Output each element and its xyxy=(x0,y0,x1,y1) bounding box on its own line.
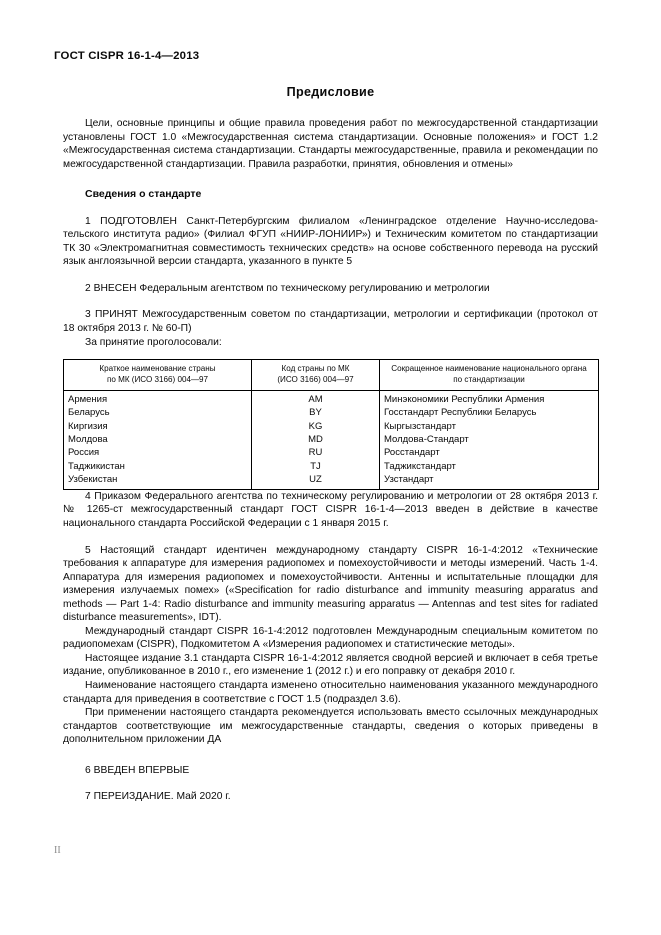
table-row xyxy=(64,420,599,433)
clause-4-enactment-order: 4 Приказом Федерального агентства по техническому регулированию и метрологии от 28 октября 2013 г. № 1265-ст межгосударственный стандарт ГОСТ CISPR 16-1-4—2013 введен в действие в качестве национального стандарта Российской Федерации с 1 января 2015 г. xyxy=(63,490,598,529)
table-row xyxy=(64,473,599,489)
cell-national-body: Узстандарт xyxy=(384,473,434,485)
cell-country-code: UZ xyxy=(252,473,380,489)
cell-country-name: Молдова xyxy=(64,433,252,446)
cell-country-code: MD xyxy=(252,433,380,446)
cell-country-name: Узбекистан xyxy=(64,473,252,489)
page-number: II xyxy=(54,845,61,856)
clause-7-reissue: 7 ПЕРЕИЗДАНИЕ. Май 2020 г. xyxy=(85,791,231,803)
column-header-line: Сокращенное наименование национального органа xyxy=(391,364,587,374)
cell-country-code: AM xyxy=(252,391,380,407)
cell-country-name: Россия xyxy=(64,447,252,460)
vote-intro-text: За принятие проголосовали: xyxy=(85,336,222,348)
clause-5-note-cispr-committee: Международный стандарт CISPR 16-1-4:2012 подготовлен Международным специальным комитетом по радиопомехам (CISPR), Подкомитетом А «Измерения радиопомех и статистические методы». xyxy=(63,625,598,651)
clause-1-prepared-by: 1 ПОДГОТОВЛЕН Санкт-Петербургским филиалом «Ленинградское отделение Научно-исследовательского института радио» (Филиал ФГУП «НИИР-ЛОНИИР») и Техническим комитетом по стандартизации ТК 30 «Электромагнитная совместимость технических средств» на основе собственного перевода на русский язык англоязычной версии стандарта, указанного в пункте 5 xyxy=(63,215,598,268)
foreword-paragraph: Цели, основные принципы и общие правила проведения работ по межгосударственной стандартизации установлены ГОСТ 1.0 «Межгосударственная система стандартизации. Основные положения» и ГОСТ 1.2 «Межгосударственная система стандартизации. Стандарты межгосударственные, правила и рекомендации по межгосударственной стандартизации. Правила разработки, принятия, обновления и отмены» xyxy=(63,118,598,170)
column-header-line: по МК (ИСО 3166) 004—97 xyxy=(106,374,209,384)
clause-5-note-edition: Настоящее издание 3.1 стандарта CISPR 16-1-4:2012 является сводной версией и включает в себя третье издание, опубликованное в 2010 г., его изменение 1 (2012 г.) и его поправку от декабря 2010 г. xyxy=(63,652,598,678)
cell-country-name: Беларусь xyxy=(64,407,252,420)
cell-national-body: Кыргызстандарт xyxy=(384,420,456,432)
column-header-national-body xyxy=(380,360,599,391)
column-header-line: Краткое наименование страны xyxy=(99,364,216,374)
table-row xyxy=(64,460,599,473)
table-header-row xyxy=(64,360,599,391)
clause-5-note-title-change: Наименование настоящего стандарта изменено относительно наименования указанного международного стандарта для приведения в соответствие с ГОСТ 1.5 (подраздел 3.6). xyxy=(63,680,598,705)
cell-country-code: RU xyxy=(252,447,380,460)
voting-countries-table xyxy=(63,359,599,490)
cell-national-body: Молдова-Стандарт xyxy=(384,433,469,445)
voting-countries-table-body xyxy=(64,391,599,490)
cell-national-body: Госстандарт Республики Беларусь xyxy=(384,407,537,419)
column-header-line: (ИСО 3166) 004—97 xyxy=(277,374,354,384)
table-row xyxy=(64,407,599,420)
standard-info-heading: Сведения о стандарте xyxy=(85,188,202,201)
table-row xyxy=(64,433,599,446)
cell-national-body: Таджикстандарт xyxy=(384,460,456,472)
table-row xyxy=(64,447,599,460)
running-header-standard-code: ГОСТ CISPR 16-1-4—2013 xyxy=(54,50,200,62)
clause-3-adopted-by: 3 ПРИНЯТ Межгосударственным советом по стандартизации, метрологии и сертификации (протокол от 18 октября 2013 г. № 60-П) xyxy=(63,309,598,335)
cell-country-code: KG xyxy=(252,420,380,433)
cell-country-name: Армения xyxy=(64,391,252,407)
cell-national-body: Минэкономики Республики Армения xyxy=(384,394,545,406)
cell-national-body: Росстандарт xyxy=(384,447,440,459)
cell-country-code: TJ xyxy=(252,460,380,473)
clause-6-first-introduction: 6 ВВЕДЕН ВПЕРВЫЕ xyxy=(85,764,190,776)
page-title: Предисловие xyxy=(286,85,375,99)
table-row xyxy=(64,391,599,407)
clause-2-submitted-by: 2 ВНЕСЕН Федеральным агентством по техническому регулированию и метрологии xyxy=(85,282,490,294)
column-header-line: Код страны по МК xyxy=(281,364,350,374)
clause-5-note-reference-standards: При применении настоящего стандарта рекомендуется использовать вместо ссылочных международных стандартов соответствующие им межгосударственные стандарты, сведения о которых приведены в дополнительном приложении ДА xyxy=(63,707,598,746)
column-header-line: по стандартизации xyxy=(453,374,525,384)
cell-country-name: Киргизия xyxy=(64,420,252,433)
clause-5-identical-standard: 5 Настоящий стандарт идентичен международному стандарту CISPR 16-1-4:2012 «Технические требования к аппаратуре для измерения радиопомех и помехоустойчивости и методы измерений. Часть 1-4. Аппаратура для измерения радиопомех и помехоустойчивости. Антенны и испытательные площадки для измерения излучаемых помех» («Specification for radio disturbance and immunity measuring apparatus and methods — Part 1-4: Radio disturbance and immunity measuring apparatus — Antennas and test sites for radiated disturbance measurements», IDT). xyxy=(63,544,598,624)
column-header-country-code xyxy=(252,360,380,391)
document-content xyxy=(63,85,598,804)
cell-country-code: BY xyxy=(252,407,380,420)
column-header-country-name xyxy=(64,360,252,391)
cell-country-name: Таджикистан xyxy=(64,460,252,473)
